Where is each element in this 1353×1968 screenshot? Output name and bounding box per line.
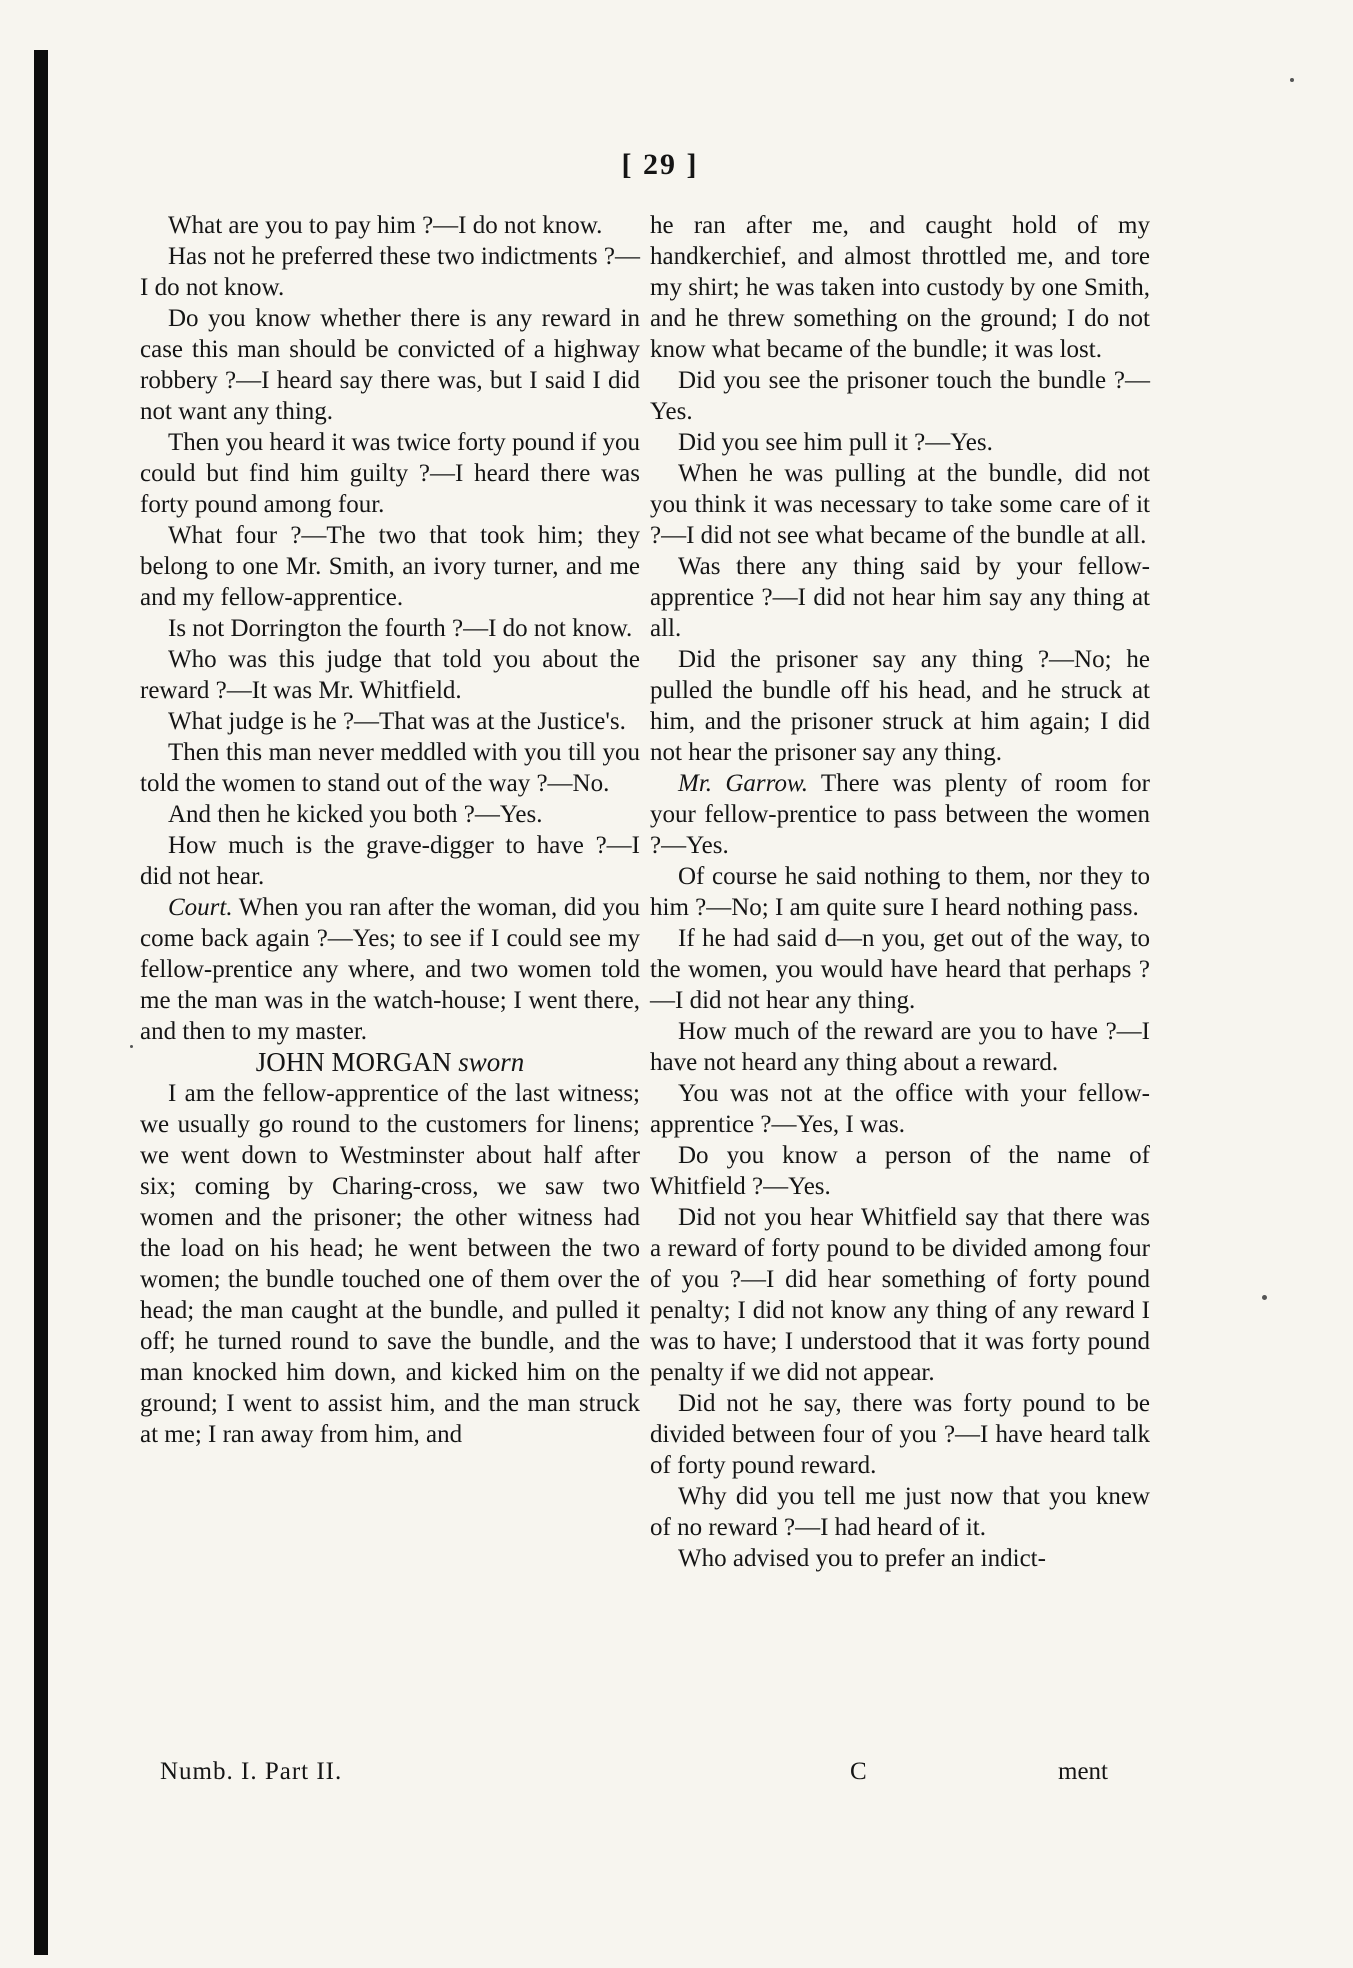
paragraph: When he was pulling at the bundle, did not you think it was necessary to take some care of it ?—I did not see what became of the bundle at all. xyxy=(650,460,1150,549)
speaker-garrow: Mr. Garrow. xyxy=(678,770,809,797)
paragraph: What four ?—The two that took him; they belong to one Mr. Smith, an ivory turner, and me and my fellow-apprentice. xyxy=(140,522,640,611)
court-text: When you ran after the woman, did you come back again ?—Yes; to see if I could see my fellow-prentice any where, and two women told me the man was in the watch-house; I went there, and then to my master. xyxy=(140,894,640,1045)
paragraph: Is not Dorrington the fourth ?—I do not know. xyxy=(168,615,633,642)
paragraph: Who was this judge that told you about the reward ?—It was Mr. Whitfield. xyxy=(140,646,640,704)
paragraph: Why did you tell me just now that you knew of no reward ?—I had heard of it. xyxy=(650,1483,1150,1541)
ink-speck xyxy=(130,1045,133,1048)
page-number: [ 29 ] xyxy=(621,148,699,181)
paragraph: Then you heard it was twice forty pound if you could but find him guilty ?—I heard there was forty pound among four. xyxy=(140,429,640,518)
paragraph: Then this man never meddled with you till you told the women to stand out of the way ?—No. xyxy=(140,739,640,797)
page-edge-shadow xyxy=(34,50,48,1955)
paragraph: Did you see the prisoner touch the bundle ?—Yes. xyxy=(650,367,1150,425)
paragraph: Has not he preferred these two indictments ?—I do not know. xyxy=(140,243,640,301)
paragraph: How much of the reward are you to have ?—I have not heard any thing about a reward. xyxy=(650,1018,1150,1076)
paragraph: Of course he said nothing to them, nor they to him ?—No; I am quite sure I heard nothing pass. xyxy=(650,863,1150,921)
witness-heading xyxy=(140,1047,640,1078)
paragraph: Who advised you to prefer an indict- xyxy=(678,1545,1046,1572)
continuation-paragraph: he ran after me, and caught hold of my handkerchief, and almost throttled me, and tore my shirt; he was taken into custody by one Smith, and he threw something on the ground; I do not know what became of the bundle; it was lost. xyxy=(650,212,1150,363)
paragraph: Did not he say, there was forty pound to be divided between four of you ?—I have heard talk of forty pound reward. xyxy=(650,1390,1150,1479)
signature-mark: C xyxy=(850,1758,867,1785)
paragraph: How much is the grave-digger to have ?—I did not hear. xyxy=(140,832,640,890)
paragraph: Did the prisoner say any thing ?—No; he pulled the bundle off his head, and he struck at him, and the prisoner struck at him again; I did not hear the prisoner say any thing. xyxy=(650,646,1150,766)
paragraph: If he had said d—n you, get out of the way, to the women, you would have heard that perhaps ?—I did not hear any thing. xyxy=(650,925,1150,1014)
paragraph: Do you know whether there is any reward in case this man should be convicted of a highway robbery ?—I heard say there was, but I said I did not want any thing. xyxy=(140,305,640,425)
witness-sworn: sworn xyxy=(458,1047,525,1077)
right-column xyxy=(650,210,1150,1574)
ink-speck xyxy=(1262,1295,1267,1300)
signature-line: Numb. I. Part II. xyxy=(160,1758,343,1785)
paragraph: What are you to pay him ?—I do not know. xyxy=(168,212,603,239)
page-footer xyxy=(160,1758,1140,1792)
paragraph: Did not you hear Whitfield say that there was a reward of forty pound to be divided among four of you ?—I did hear something of forty pound penalty; I did not know any thing of any reward I was to have; I understood that it was forty pound penalty if we did not appear. xyxy=(650,1204,1150,1386)
testimony-paragraph: I am the fellow-apprentice of the last witness; we usually go round to the customers for linens; we went down to Westminster about half after six; coming by Charing-cross, we saw two women and the prisoner; the other witness had the load on his head; he went between the two women; the bundle touched one of them over the head; the man caught at the bundle, and pulled it off; he turned round to save the bundle, and the man knocked him down, and kicked him on the ground; I went to assist him, and the man struck at me; I ran away from him, and xyxy=(140,1080,640,1448)
garrow-paragraph xyxy=(650,768,1150,861)
garrow-text: There was plenty of room for your fellow-prentice to pass between the women ?—Yes. xyxy=(650,770,1151,859)
ink-speck xyxy=(1290,78,1294,82)
catchword: ment xyxy=(1058,1758,1108,1785)
paragraph: You was not at the office with your fellow-apprentice ?—Yes, I was. xyxy=(650,1080,1150,1138)
paragraph: Was there any thing said by your fellow-apprentice ?—I did not hear him say any thing at all. xyxy=(650,553,1150,642)
paragraph: What judge is he ?—That was at the Justice's. xyxy=(168,708,626,735)
speaker-court: Court. xyxy=(168,894,233,921)
court-paragraph xyxy=(140,892,640,1047)
left-column xyxy=(140,210,640,1450)
paragraph: Did you see him pull it ?—Yes. xyxy=(678,429,993,456)
witness-name: JOHN MORGAN xyxy=(255,1047,452,1077)
paragraph: And then he kicked you both ?—Yes. xyxy=(168,801,543,828)
paragraph: Do you know a person of the name of Whitfield ?—Yes. xyxy=(650,1142,1150,1200)
